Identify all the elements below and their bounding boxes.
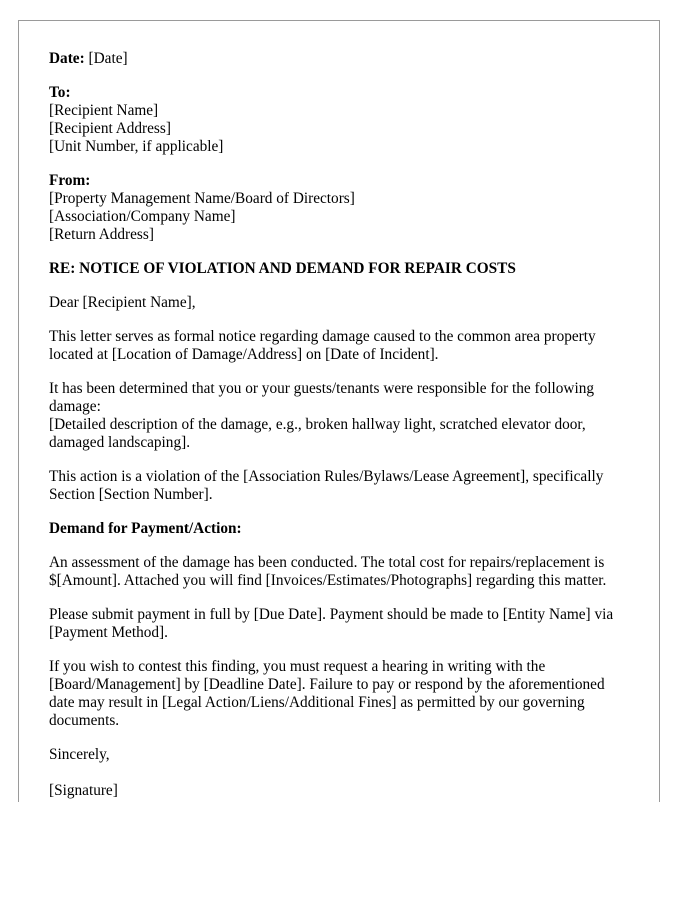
recipient-address: [Recipient Address] [49, 120, 171, 137]
from-block [49, 172, 629, 244]
paragraph-responsible [49, 380, 629, 452]
paragraph-violation: This action is a violation of the [Association Rules/Bylaws/Lease Agreement], specifically Section [Section Number]. [49, 468, 604, 503]
closing: Sincerely, [49, 746, 110, 763]
paragraph-payment: Please submit payment in full by [Due Date]. Payment should be made to [Entity Name] via [Payment Method]. [49, 606, 614, 641]
signature: [Signature] [49, 782, 118, 799]
date-label: Date: [49, 50, 85, 67]
to-label: To: [49, 84, 71, 101]
salutation: Dear [Recipient Name], [49, 294, 196, 311]
date-line [49, 50, 629, 68]
sender-return-address: [Return Address] [49, 226, 154, 243]
paragraph-assessment: An assessment of the damage has been conducted. The total cost for repairs/replacement is $[Amount]. Attached you will find [Invoices/Estimates/Photographs] regarding this matter. [49, 554, 607, 589]
to-block [49, 84, 629, 156]
recipient-unit: [Unit Number, if applicable] [49, 138, 224, 155]
damage-description: [Detailed description of the damage, e.g., broken hallway light, scratched elevator door, damaged landscaping]. [49, 416, 586, 451]
date-value: [Date] [88, 50, 128, 67]
paragraph-notice: This letter serves as formal notice regarding damage caused to the common area property located at [Location of Damage/Address] on [Date of Incident]. [49, 328, 596, 363]
sender-company: [Association/Company Name] [49, 208, 236, 225]
from-label: From: [49, 172, 91, 189]
letter-page [18, 20, 660, 802]
demand-heading: Demand for Payment/Action: [49, 520, 242, 537]
paragraph-contest: If you wish to contest this finding, you must request a hearing in writing with the [Board/Management] by [Deadline Date]. Failure to pay or respond by the aforementioned date may result in [Legal Action/Liens/Additional Fines] as permitted by our governing documents. [49, 658, 605, 729]
responsible-text: It has been determined that you or your guests/tenants were responsible for the following damage: [49, 380, 595, 415]
recipient-name: [Recipient Name] [49, 102, 159, 119]
sender-management: [Property Management Name/Board of Directors] [49, 190, 355, 207]
subject-line: RE: NOTICE OF VIOLATION AND DEMAND FOR REPAIR COSTS [49, 260, 516, 277]
